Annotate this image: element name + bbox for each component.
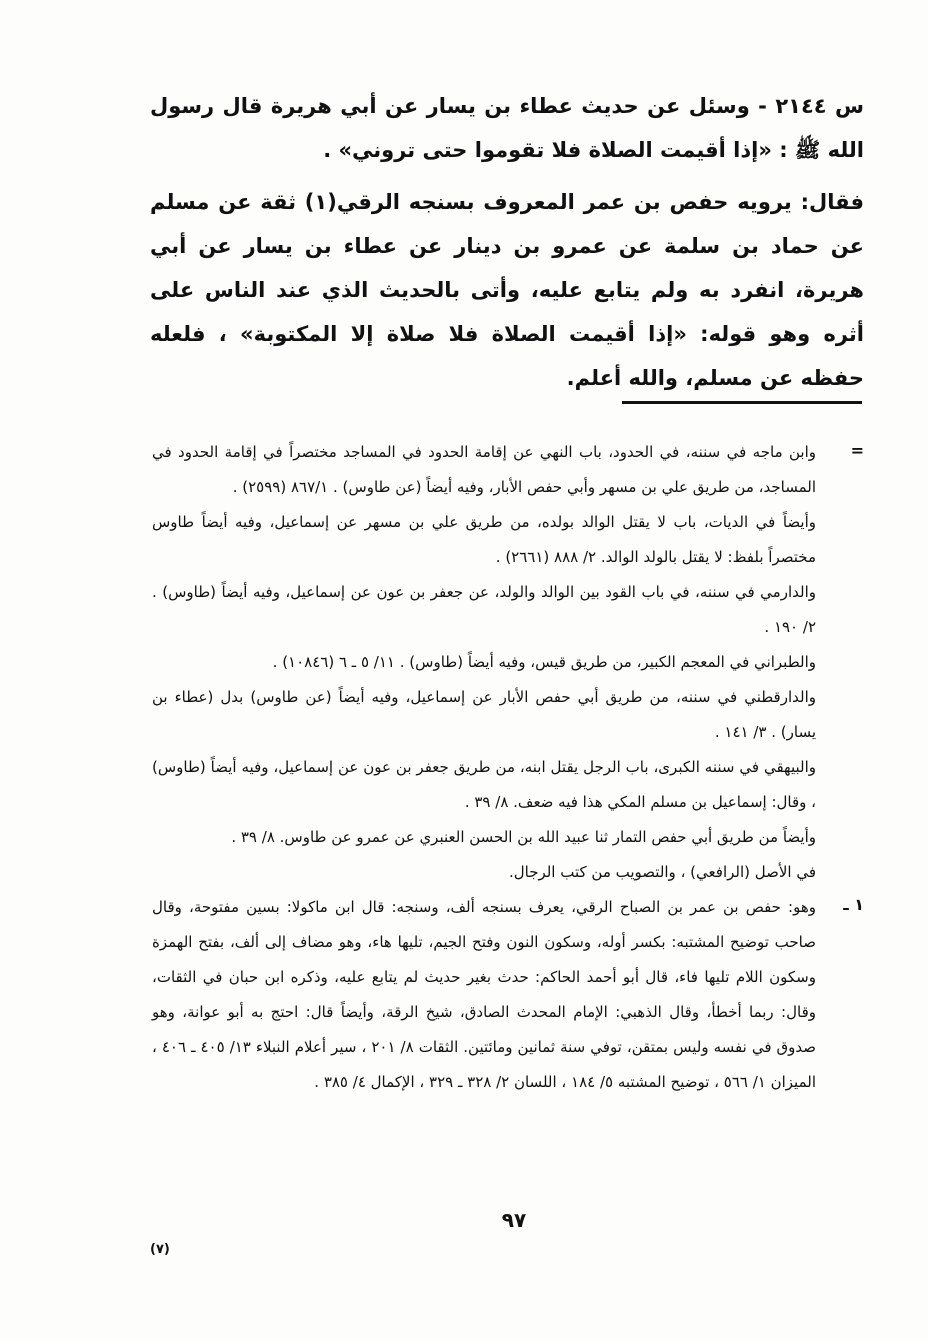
footnote-1-marker: ١ ـ <box>843 895 864 914</box>
footnote-line: وأيضاً في الديات، باب لا يقتل الوالد بولده، من طريق علي بن مسهر عن إسماعيل، وفيه أيضاً طاوس مختصراً بلفظ: لا يقتل بالولد الوالد. ٢/ ٨٨٨ (٢٦٦١) . <box>152 513 816 566</box>
footnote-1-line: في الأصل (الرافعي) ، والتصويب من كتب الرجال. <box>508 863 816 881</box>
signature-mark: (٧) <box>150 1242 170 1257</box>
question-paragraph: س ٢١٤٤ - وسئل عن حديث عطاء بن يسار عن أبي هريرة قال رسول الله ﷺ : «إذا أقيمت الصلاة فلا تقوموا حتى تروني» . <box>150 94 864 162</box>
answer-paragraph: فقال: يرويه حفص بن عمر المعروف بسنجه الرقي(١) ثقة عن مسلم عن حماد بن سلمة عن عمرو بن دينار عن عطاء بن يسار عن أبي هريرة، انفرد به ولم يتابع عليه، وأتى بالحديث الذي عند الناس على أثره وهو قوله: «إذا أقيمت الصلاة فلا صلاة إلا المكتوبة» ، فلعله حفظه عن مسلم، والله أعلم. <box>150 190 864 390</box>
footnote-line: والطبراني في المعجم الكبير، من طريق قيس، وفيه أيضاً (طاوس) . ١١/ ٥ ـ ٦ (١٠٨٤٦) . <box>272 653 816 671</box>
page-number: ٩٧ <box>501 1208 527 1232</box>
footnote-line: والدارمي في سننه، في باب القود بين الوالد والولد، عن جعفر بن عون عن إسماعيل، وفيه أيضاً (طاوس) . ٢/ ١٩٠ . <box>152 583 816 636</box>
footnotes <box>152 435 816 1100</box>
main-text <box>150 84 864 408</box>
footnote-continuation-marker: = <box>850 441 864 460</box>
footnote-line: وابن ماجه في سننه، في الحدود، باب النهي عن إقامة الحدود في المساجد مختصراً في إقامة الحدود في المساجد، من طريق علي بن مسهر وأبي حفص الأبار، وفيه أيضاً (عن طاوس) . ٨٦٧/١ (٢٥٩٩) . <box>152 443 816 496</box>
footnote-1-line: وهو: حفص بن عمر بن الصباح الرقي، يعرف بسنجه ألف، وسنجه: قال ابن ماكولا: بسين مفتوحة، وقال صاحب توضيح المشتبه: بكسر أوله، وسكون النون وفتح الجيم، تليها هاء، وهو مضاف إلى ألف، بفتح الهمزة وسكون اللام تليها فاء، قال أبو أحمد الحاكم: حدث بغير حديث لم يتابع عليه، وذكره ابن حبان في الثقات، وقال: ربما أخطأ، وقال الذهبي: الإمام المحدث الصادق، شيخ الرقة، وأيضاً قال: احتج به أبو عوانة، وهو صدوق في نفسه وليس بمتقن، توفي سنة ثمانين ومائتين. الثقات ٨/ ٢٠١ ، سير أعلام النبلاء ١٣/ ٤٠٥ ـ ٤٠٦ ، الميزان ١/ ٥٦٦ ، توضيح المشتبه ٥/ ١٨٤ ، اللسان ٢/ ٣٢٨ ـ ٣٢٩ ، الإكمال ٤/ ٣٨٥ . <box>152 898 817 1091</box>
footnote-divider <box>622 401 862 404</box>
footnote-line: والبيهقي في سننه الكبرى، باب الرجل يقتل ابنه، من طريق جعفر بن عون عن إسماعيل، وفيه أيضاً (طاوس) ، وقال: إسماعيل بن مسلم المكي هذا فيه ضعف. ٨/ ٣٩ . <box>152 758 816 811</box>
footnote-line: وأيضاً من طريق أبي حفص التمار ثنا عبيد الله بن الحسن العنبري عن عمرو عن طاوس. ٨/ ٣٩ . <box>231 828 816 846</box>
footnote-line: والدارقطني في سننه، من طريق أبي حفص الأبار عن إسماعيل، وفيه أيضاً (عن طاوس) بدل (عطاء بن يسار) . ٣/ ١٤١ . <box>152 688 816 741</box>
